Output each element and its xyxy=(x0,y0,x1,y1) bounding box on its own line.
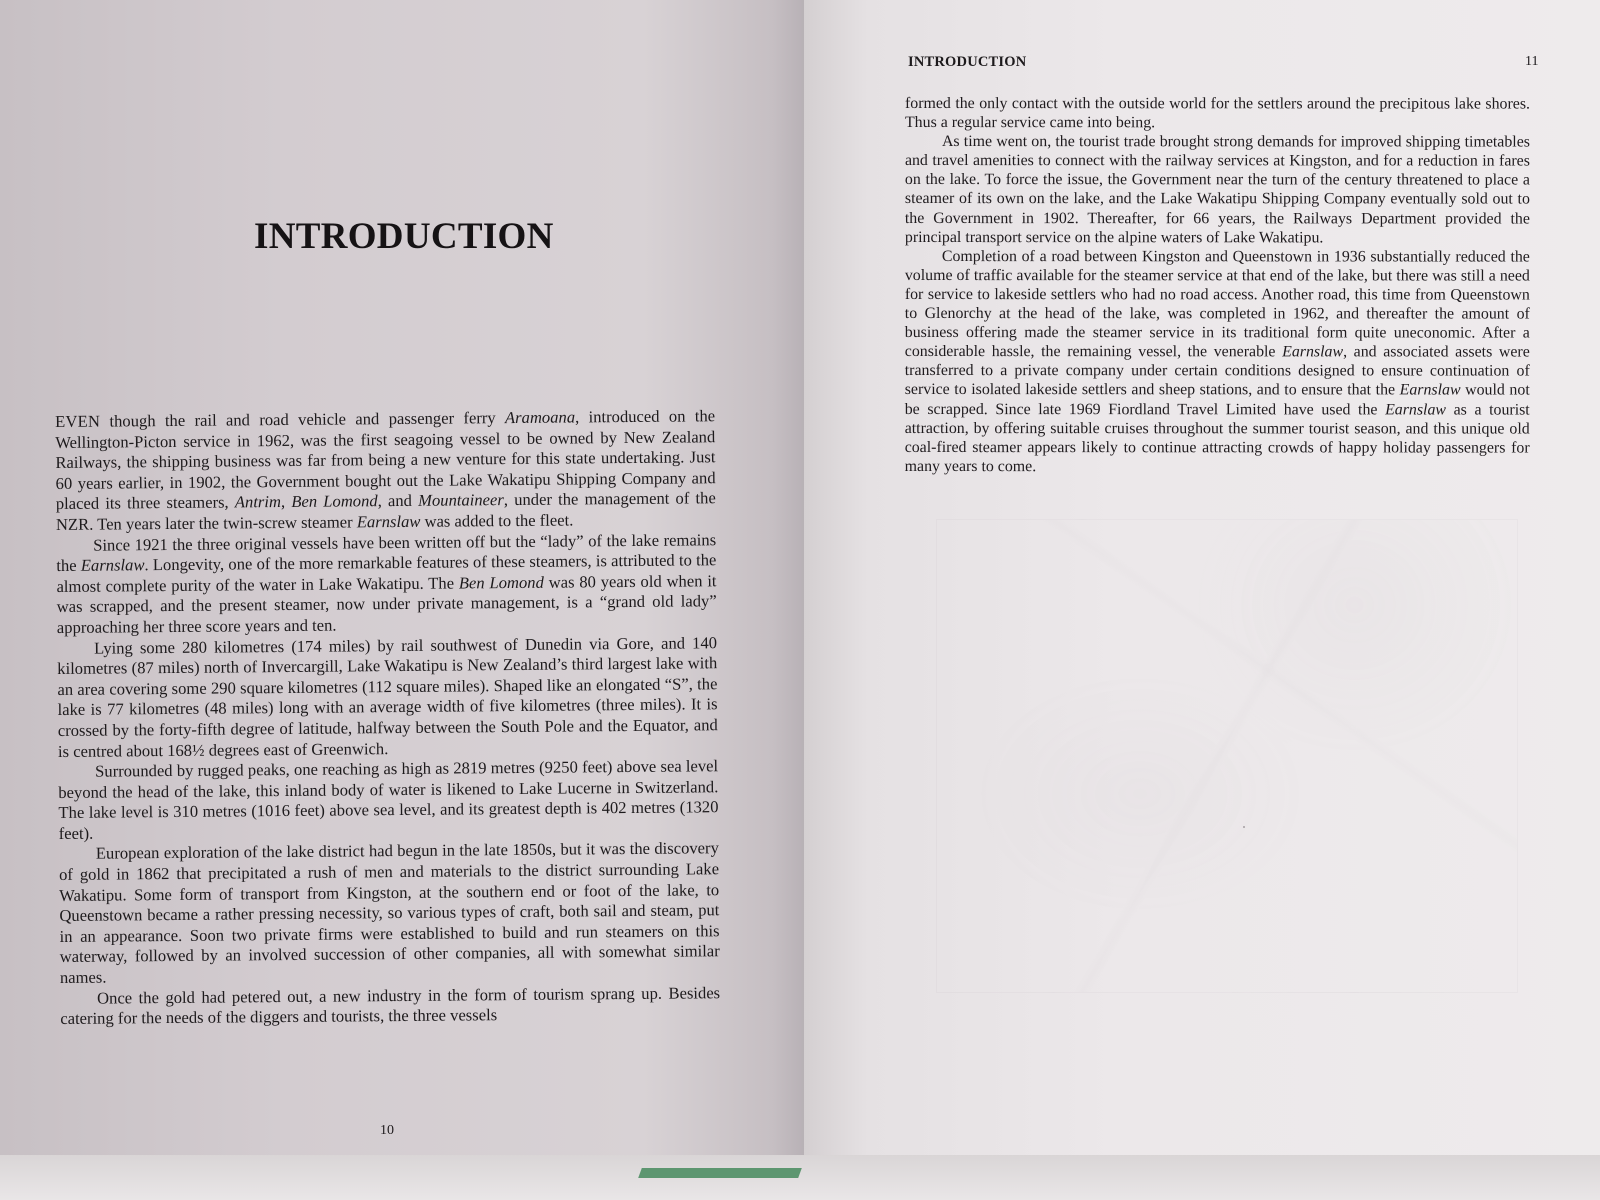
chapter-title: INTRODUCTION xyxy=(254,216,554,257)
paragraph: Lying some 280 kilometres (174 miles) by rail southwest of Dunedin via Gore, and 140 kilometres (87 miles) north of Invercargill, Lake Wakatipu is New Zealand’s third largest lake with an area covering some 290 square kilometres (112 square miles). Shaped like an elongated “S”, the lake is 77 kilometres (48 miles) long with an average width of five kilometres (three miles). It is crossed by the forty-fifth degree of latitude, halfway between the South Pole and the Equator, and is centred about 168½ degrees east of Greenwich. xyxy=(57,632,718,761)
paragraph xyxy=(55,406,716,535)
paragraph-text: would not be scrapped. Since late 1969 Fiordland Travel Limited have used the xyxy=(904,381,1530,418)
ship-name: Earnslaw xyxy=(1399,381,1461,399)
green-cover-edge xyxy=(638,1168,802,1178)
paragraph xyxy=(905,247,1530,477)
paragraph: formed the only contact with the outside world for the settlers around the precipitous lake shores. Thus a regular service came into being. xyxy=(904,95,1530,132)
paragraph-text: Completion of a road between Kingston and Queenstown in 1936 substantially reduced the volume of traffic available for the steamer service at that end of the lake, but there was still a need for service to lakeside settlers who had no road access. Another road, this time from Queenstown to Glenorchy at the head of the lake, was completed in 1962, and thereafter the amount of business offering made the steamer service in its traditional form quite uneconomic. After a considerable hassle, the remaining vessel, the venerable xyxy=(904,247,1530,361)
left-page-body xyxy=(55,406,720,1030)
paragraph-text: Since 1921 the three original vessels have been written off but the “lady” of the lake remains the xyxy=(56,529,717,576)
paragraph-text: . Longevity, one of the more remarkable features of these steamers, is attributed to the almost complete purity of the water in Lake Wakatipu. The xyxy=(56,550,717,596)
paragraph: Once the gold had petered out, a new industry in the form of tourism sprang up. Besides catering for the needs of the diggers and tourists, the three vessels xyxy=(60,982,721,1029)
ship-name: Earnslaw xyxy=(1282,343,1344,361)
paragraph-text: , and xyxy=(377,491,419,511)
running-head: INTRODUCTION xyxy=(908,54,1027,70)
paper-mark xyxy=(1243,826,1245,828)
punctuation: , xyxy=(280,492,292,512)
right-page xyxy=(804,0,1600,1165)
left-page xyxy=(0,0,804,1165)
paragraph-text: , under the management of the NZR. Ten years later the twin-screw steamer xyxy=(55,488,716,534)
paragraph-text: , introduced on the Wellington-Picton service in 1962, was the first seagoing vessel to be owned by New Zealand Railways, the shipping business was far from being a new venture for this state undertaking. Just 60 years earlier, in 1902, the Government bought out the Lake Wakatipu Shipping Company and placed its three steamers, xyxy=(55,406,716,514)
paragraph: As time went on, the tourist trade brought strong demands for improved shipping timetables and travel amenities to connect with the railway services at Kingston, and for a reduction in fares on the lake. To force the issue, the Government near the turn of the century threatened to place a steamer of its own on the lake, and the Lake Wakatipu Shipping Company eventually sold out to the Government in 1902. Thereafter, for 66 years, the Railways Department provided the principal transport service on the alpine waters of Lake Wakatipu. xyxy=(904,133,1530,247)
faint-show-through-map xyxy=(936,519,1518,993)
paragraph: Surrounded by rugged peaks, one reaching as high as 2819 metres (9250 feet) above sea level beyond the head of the lake, this inland body of water is likened to Lake Lucerne in Switzerland. The lake level is 310 metres (1016 feet) above sea level, and its greatest depth is 402 metres (1320 feet). xyxy=(58,756,719,843)
paragraph-text: was 80 years old when it was scrapped, and the present steamer, now under private management, is a “grand old lady” approaching her three score years and ten. xyxy=(56,570,717,637)
ship-name: Ben Lomond xyxy=(458,572,544,593)
right-page-number: 11 xyxy=(1525,54,1539,69)
left-page-number: 10 xyxy=(380,1123,394,1138)
first-word: EVEN xyxy=(55,411,101,431)
ship-name: Earnslaw xyxy=(80,555,145,575)
paragraph: European exploration of the lake district had begun in the late 1850s, but it was the discovery of gold in 1862 that precipitated a rush of men and materials to the district surrounding Lake Wakatipu. Some form of transport from Kingston, at the southern end or foot of the lake, to Queenstown became a rather pressing necessity, so various types of craft, both sail and steam, put in an appearance. Soon two private firms were established to build and run steamers on this waterway, followed by an involved succession of other companies, all with somewhat similar names. xyxy=(58,838,720,988)
book-cover-edge xyxy=(0,1155,1600,1200)
paragraph-text: was added to the fleet. xyxy=(420,510,574,531)
ship-name: Ben Lomond xyxy=(291,491,378,512)
ship-name: Aramoana xyxy=(504,407,576,428)
ship-name: Antrim xyxy=(234,492,282,512)
paragraph-text: , and associated assets were transferred to a private company under certain conditions designed to ensure continuation of service to isolated lakeside settlers and sheep stations, and to ensure that the xyxy=(904,343,1530,399)
right-page-body xyxy=(905,94,1530,476)
paragraph-text: though the rail and road vehicle and passenger ferry xyxy=(100,408,506,431)
ship-name: Earnslaw xyxy=(356,511,421,532)
paragraph-text: as a tourist attraction, by offering suitable cruises throughout the summer tourist season, and this unique old coal-fired steamer appears likely to continue attracting crowds of happy holiday passengers for many years to come. xyxy=(904,400,1530,475)
paragraph xyxy=(56,530,717,639)
ship-name: Earnslaw xyxy=(1385,400,1447,418)
ship-name: Mountaineer xyxy=(418,490,504,511)
